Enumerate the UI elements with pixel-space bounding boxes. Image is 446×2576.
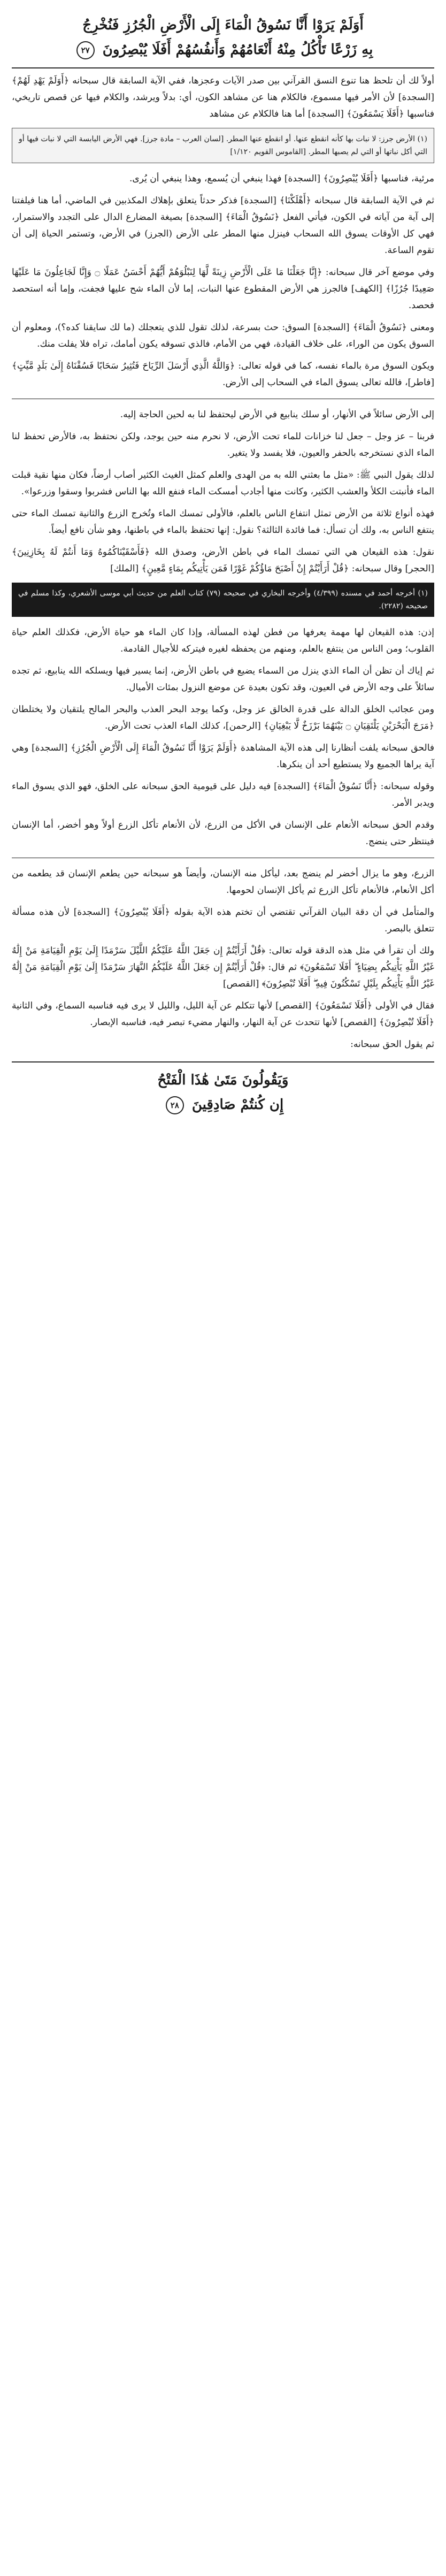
closing-verse-line-1: وَيَقُولُونَ مَتَىٰ هَٰذَا الْفَتْحُ (157, 1072, 289, 1088)
paragraph: ومعنى ﴿نَسُوقُ الْمَاءَ﴾ [السجدة] السوق: حث بسرعة، لذلك تقول للذي يتعجلك (ما لك سايقنا كده؟)، ومعلوم أن السوق يكون من الوراء، على خلاف القيادة، فهي من الأمام، فالذي تسوقه يكون أمامك، تراه فلا يفلت منك. (12, 322, 434, 349)
paragraph: ومن عجائب الخلق الدالة على قدرة الخالق عز وجل، وكما يوجد البحر العذب والبحر المالح يلتقيان ولا يختلطان ﴿مَرَجَ الْبَحْرَيْنِ يَلْتَقِيَانِ ۝ بَيْنَهُمَا بَرْزَخٌ لَّا يَبْغِيَانِ﴾ [الرحمن]، كذلك الماء العذب تحت الأرض. (12, 704, 434, 731)
paragraph: فهذه أنواع ثلاثة من الأرض تمثل انتفاع الناس بالعلم، فالأولى تمسك الماء وتُخرج الزرع والثانية تمسك الماء حتى ينتفع الناس به، ولك أن تسأل: فما فائدة الثالثة؟ نقول: إنها تحتفظ بالماء في باطنها، وهو شأن نافع أيضاً. (12, 508, 434, 536)
paragraph: والمتأمل في أن دقة البيان القرآني تقتضي أن تختم هذه الآية بقوله ﴿أَفَلَا يُبْصِرُونَ﴾ [السجدة] لأن هذه مسألة تتعلق بالبصر. (12, 907, 434, 934)
paragraph: وقدم الحق سبحانه الأنعام على الإنسان في الأكل من الزرع، لأن الأنعام تأكل الزرع أولاً وهو أخضر، أما الإنسان فينتظر حتى ينضج. (12, 820, 434, 847)
footnote-dark-box (12, 583, 434, 617)
paragraph: أولاً لك أن تلحظ هنا تنوع النسق القرآني بين صدر الآيات وعجزها، ففي الآية السابقة قال سبحانه ﴿أَوَلَمْ يَهْدِ لَهُمْ﴾ [السجدة] لأن الأمر فيها مسموع، فالكلام هنا عن مشاهد الكون، أي: بدلاً ويرشد، والكلام فيها عن قصص تاريخي، فناسبها ﴿أَفَلَا يَسْمَعُونَ﴾ [السجدة] أما هنا فالكلام عن مشاهد (12, 75, 434, 119)
paragraph: ثم إياك أن تظن أن الماء الذي ينزل من السماء يضيع في باطن الأرض، إنما يسير فيها ويسلكه الله ينابيع، ثم تجده سائلاً على وجه الأرض في العيون، وقد تكون بعيدة عن موضع النزول بمئات الأميال. (12, 666, 434, 693)
verse-number-badge: ٢٧ (76, 41, 95, 59)
paragraph: وقوله سبحانه: ﴿أَنَّا نَسُوقُ الْمَاءَ﴾ [السجدة] فيه دليل على قيومية الحق سبحانه على الخلق، فهو الذي يسوق الماء ويدبر الأمر. (12, 781, 434, 808)
verse-banner (12, 10, 434, 68)
verse-line-2 (16, 37, 430, 62)
footnote-box (12, 128, 434, 163)
paragraph: ولك أن تقرأ في مثل هذه الدقة قوله تعالى: ﴿قُلْ أَرَأَيْتُمْ إِن جَعَلَ اللَّهُ عَلَيْكُمُ اللَّيْلَ سَرْمَدًا إِلَىٰ يَوْمِ الْقِيَامَةِ مَنْ إِلَٰهٌ غَيْرُ اللَّهِ يَأْتِيكُم بِضِيَاءٍ ۖ أَفَلَا تَسْمَعُونَ﴾ ثم قال: ﴿قُلْ أَرَأَيْتُمْ إِن جَعَلَ اللَّهُ عَلَيْكُمُ النَّهَارَ سَرْمَدًا إِلَىٰ يَوْمِ الْقِيَامَةِ مَنْ إِلَٰهٌ غَيْرُ اللَّهِ يَأْتِيكُم بِلَيْلٍ تَسْكُنُونَ فِيهِ ۖ أَفَلَا تُبْصِرُونَ﴾ [القصص] (12, 945, 434, 989)
paragraph: ثم في الآية السابقة قال سبحانه ﴿أَهْلَكْنَا﴾ [السجدة] فذكر حدثاً يتعلق بإهلاك المكذبين في الماضي، أما هنا فيلفتنا إلى آية من آياته في الكون، فيأتي الفعل ﴿نَسُوقُ الْمَاءَ﴾ [السجدة] بصيغة المضارع الدال على التجدد والاستمرار، فهي كل الأوقات يسوق الله السحاب فينزل منها المطر على الأرض (الجرز) في الأرض، وتستمر الحياة إلى أن تقوم الساعة. (12, 195, 434, 256)
paragraph: ثم يقول الحق سبحانه: (350, 1039, 434, 1050)
paragraph: وفي موضع آخر قال سبحانه: ﴿إِنَّا جَعَلْنَا مَا عَلَى الْأَرْضِ زِينَةً لَّهَا لِنَبْلُوَهُمْ أَيُّهُمْ أَحْسَنُ عَمَلًا ۝ وَإِنَّا لَجَاعِلُونَ مَا عَلَيْهَا صَعِيدًا جُرُزًا﴾ [الكهف] فالجرز هي الأرض المقطوع عنها النبات، إما لأن الماء شح عليها فجفت، وإما أنه استحصد فحصد. (12, 267, 434, 311)
paragraph: لذلك يقول النبي ﷺ: «مثل ما بعثني الله به من الهدى والعلم كمثل الغيث الكثير أصاب أرضاً، فكان منها نقية قبلت الماء فأنبتت الكلأ والعشب الكثير، وكانت منها أجادب أمسكت الماء فنفع الله بها الناس فشربوا وسقوا وزرعوا». (12, 470, 434, 497)
paragraph: إذن: هذه القيعان لها مهمة يعرفها من فطن لهذه المسألة، وإذا كان الماء هو حياة الأرض، فكذلك العلم حياة القلوب؛ ومن الناس من ينتفع بالعلم، ومنهم من يحفظه لغيره فيتركه للأجيال القادمة. (12, 627, 434, 654)
verse-line-2-text: بِهِ زَرْعًا تَأْكُلُ مِنْهُ أَنْعَامُهُمْ وَأَنفُسُهُمْ أَفَلَا يُبْصِرُونَ (102, 42, 373, 58)
verse-number-badge: ٢٨ (166, 1096, 184, 1114)
paragraph: نقول: هذه القيعان هي التي تمسك الماء في باطن الأرض، وصدق الله ﴿فَأَسْقَيْنَاكُمُوهُ وَمَا أَنتُمْ لَهُ بِخَازِنِينَ﴾ [الحجر] وقال سبحانه: ﴿قُلْ أَرَأَيْتُمْ إِنْ أَصْبَحَ مَاؤُكُمْ غَوْرًا فَمَن يَأْتِيكُم بِمَاءٍ مَّعِينٍ﴾ [الملك] (12, 547, 434, 574)
paragraph: فقال في الأولى ﴿أَفَلَا تَسْمَعُونَ﴾ [القصص] لأنها تتكلم عن آية الليل، والليل لا يرى فيه فناسبه السماع، وفي الثانية ﴿أَفَلَا تُبْصِرُونَ﴾ [القصص] لأنها تتحدث عن آية النهار، والنهار مضيء تبصر فيه، فناسبه الإبصار. (12, 1000, 434, 1028)
paragraph: إلى الأرض سائلاً في الأنهار، أو سلك ينابيع في الأرض ليحتفظ لنا به لحين الحاجة إليه. (120, 409, 434, 420)
footnote-text: (١) أخرجه أحمد في مسنده (٤/٣٩٩) وأخرجه البخاري في صحيحه (٧٩) كتاب العلم من حديث أبي موسى الأشعري، وكذا مسلم في صحيحه (٢٢٨٢). (18, 589, 428, 610)
footnote-text: (١) الأرض جرز: لا نبات بها كأنه انقطع عنها. أو انقطع عنها المطر. [لسان العرب – مادة جرز]. فهي الأرض اليابسة التي لا نبات فيها أو التي أكل نباتها أو التي لم يصبها المطر. [القاموس القويم ١/١٢٠] (19, 135, 427, 156)
closing-verse-banner (12, 1061, 434, 1117)
paragraph: ويكون السوق مرة بالماء نفسه، كما في قوله تعالى: ﴿وَاللَّهُ الَّذِي أَرْسَلَ الرِّيَاحَ فَتُثِيرُ سَحَابًا فَسُقْنَاهُ إِلَىٰ بَلَدٍ مَّيِّتٍ﴾ [فاطر]، فالله تعالى يسوق الماء في السحاب إلى الأرض. (12, 361, 434, 388)
closing-verse-line-2 (12, 1092, 434, 1117)
paragraph: فالحق سبحانه يلفت أنظارنا إلى هذه الآية المشاهدة ﴿أَوَلَمْ يَرَوْا أَنَّا نَسُوقُ الْمَاءَ إِلَى الْأَرْضِ الْجُرُزِ﴾ [السجدة] وهي آية يراها الجميع ولا يستطيع أحد أن ينكرها. (12, 743, 434, 770)
paragraph: مرئية، فناسبها ﴿أَفَلَا يُبْصِرُونَ﴾ [السجدة] فهذا ينبغي أن يُسمع، وهذا ينبغي أن يُرى. (129, 173, 434, 184)
verse-line-1: أَوَلَمْ يَرَوْا أَنَّا نَسُوقُ الْمَاءَ إِلَى الْأَرْضِ الْجُرُزِ فَنُخْرِجُ (82, 17, 364, 33)
closing-verse-line-2-text: إِن كُنتُمْ صَادِقِينَ (191, 1097, 284, 1113)
paragraph: فربنا – عز وجل – جعل لنا خزانات للماء تحت الأرض، لا نحرم منه حين يوجد، ولكن نحتفظ به، فالأرض تحفظ لنا الماء الذي نستخرجه بالحفر والعيون، فلا يفسد ولا يتغير. (12, 431, 434, 458)
paragraph: الزرع، وهو ما يزال أخضر لم ينضج بعد، ليأكل منه الإنسان، وأيضاً هو سبحانه حين يطعم الإنسان قد يطعمه من أكل الأنعام، فالأنعام تأكل الزرع ثم يأكل الإنسان لحومها. (12, 868, 434, 896)
